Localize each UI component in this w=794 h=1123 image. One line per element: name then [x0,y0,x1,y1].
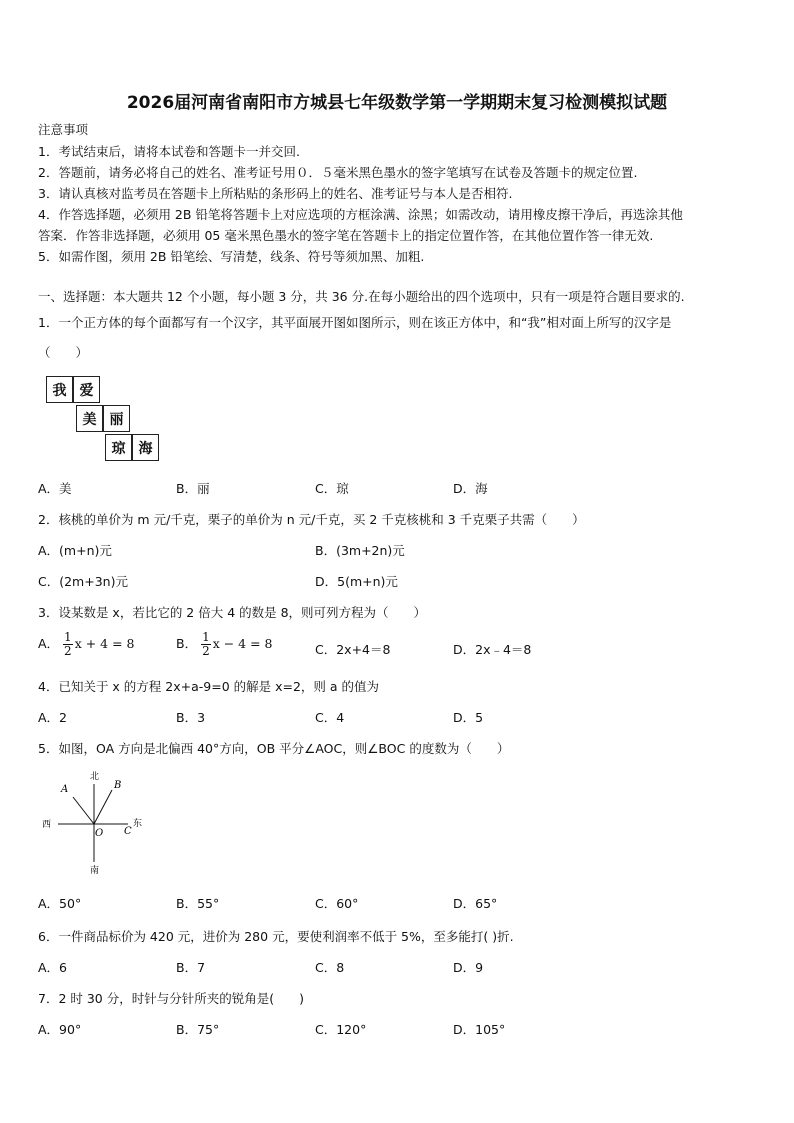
q6-option-a[interactable]: A．6 [38,960,68,975]
note-item: 答案．作答非选择题，必须用 05 毫米黑色墨水的签字笔在答题卡上的指定位置作答，在其他位置作答一律无效. [38,228,654,243]
label-east: 东 [133,819,143,829]
fraction-denominator: 2 [202,644,210,658]
q3-option-d[interactable]: D．2x﹣4＝8 [453,642,532,657]
q6-option-c[interactable]: C．8 [315,960,345,975]
q3-option-c[interactable]: C．2x+4＝8 [315,642,391,657]
label-north: 北 [90,772,100,782]
q4-stem: 4．已知关于 x 的方程 2x+a-9=0 的解是 x=2，则 a 的值为 [38,679,380,694]
q2-option-c[interactable]: C．(2m+3n)元 [38,574,128,589]
q6-stem: 6．一件商品标价为 420 元，进价为 280 元，要使利润率不低于 5%，至多能打( )折. [38,929,514,944]
section-heading: 一、选择题：本大题共 12 个小题，每小题 3 分，共 36 分.在每小题给出的四个选项中，只有一项是符合题目要求的. [38,289,685,304]
q6-option-b[interactable]: B．7 [176,960,206,975]
q7-option-c[interactable]: C．120° [315,1022,367,1037]
q4-option-d[interactable]: D．5 [453,710,484,725]
label-b: B [114,780,122,791]
q4-option-c[interactable]: C．4 [315,710,345,725]
q1-option-a[interactable]: A．美 [38,481,72,496]
equation-rest: x + 4 = 8 [74,636,135,651]
label-c: C [124,826,132,837]
fraction [201,631,211,658]
net-cell: 美 [76,405,103,432]
direction-figure [36,764,156,880]
ray-ob [94,790,112,824]
fraction-denominator: 2 [64,644,72,658]
label-south: 南 [90,866,100,876]
q1-paren: （ ） [38,345,89,360]
q2-option-b[interactable]: B．(3m+2n)元 [315,543,405,558]
q5-stem: 5．如图，OA 方向是北偏西 40°方向，OB 平分∠AOC，则∠BOC 的度数为（ ） [38,741,510,756]
net-cell: 海 [132,434,159,461]
net-cell: 琼 [105,434,132,461]
q1-option-c[interactable]: C．琼 [315,481,349,496]
option-label: B． [176,636,198,651]
q6-option-d[interactable]: D．9 [453,960,484,975]
q1-stem: 1．一个正方体的每个面都写有一个汉字，其平面展开图如图所示，则在该正方体中，和“我”相对面上所写的汉字是 [38,315,672,330]
q7-stem: 7．2 时 30 分，时针与分针所夹的锐角是( ) [38,991,304,1006]
q1-option-b[interactable]: B．丽 [176,481,210,496]
fraction-numerator: 1 [202,630,210,644]
fraction-numerator: 1 [64,630,72,644]
q5-option-d[interactable]: D．65° [453,896,498,911]
equation-rest: x − 4 = 8 [212,636,273,651]
notes-heading: 注意事项 [38,122,89,137]
note-item: 4．作答选择题，必须用 2B 铅笔将答题卡上对应选项的方框涂满、涂黑；如需改动，请用橡皮擦干净后，再选涂其他 [38,207,683,222]
note-item: 3．请认真核对监考员在答题卡上所粘贴的条形码上的姓名、准考证号与本人是否相符. [38,186,513,201]
fraction [63,631,73,658]
q2-option-a[interactable]: A．(m+n)元 [38,543,112,558]
label-west: 西 [42,820,52,830]
q2-option-d[interactable]: D．5(m+n)元 [315,574,398,589]
note-item: 5．如需作图，须用 2B 铅笔绘、写清楚，线条、符号等须加黑、加粗. [38,249,425,264]
q7-option-b[interactable]: B．75° [176,1022,220,1037]
q5-option-b[interactable]: B．55° [176,896,220,911]
note-item: 1．考试结束后，请将本试卷和答题卡一并交回. [38,144,300,159]
q4-option-a[interactable]: A．2 [38,710,68,725]
ray-oa [73,797,94,824]
page-title: 2026届河南省南阳市方城县七年级数学第一学期期末复习检测模拟试题 [126,93,668,113]
q7-option-a[interactable]: A．90° [38,1022,82,1037]
q1-option-d[interactable]: D．海 [453,481,488,496]
q7-option-d[interactable]: D．105° [453,1022,506,1037]
q5-option-c[interactable]: C．60° [315,896,359,911]
option-label: A． [38,636,60,651]
label-o: O [95,828,104,839]
q3-option-a[interactable] [38,631,134,658]
q2-stem: 2．核桃的单价为 m 元/千克，栗子的单价为 n 元/千克，买 2 千克核桃和 3 千克栗子共需（ ） [38,512,585,527]
q5-option-a[interactable]: A．50° [38,896,82,911]
net-cell: 我 [46,376,73,403]
q3-option-b[interactable] [176,631,273,658]
net-cell: 爱 [73,376,100,403]
q4-option-b[interactable]: B．3 [176,710,206,725]
note-item: 2．答题前，请务必将自己的姓名、准考证号用０．５毫米黑色墨水的签字笔填写在试卷及答题卡的规定位置. [38,165,638,180]
label-a: A [61,784,69,795]
q3-stem: 3．设某数是 x，若比它的 2 倍大 4 的数是 8，则可列方程为（ ） [38,605,427,620]
net-cell: 丽 [103,405,130,432]
